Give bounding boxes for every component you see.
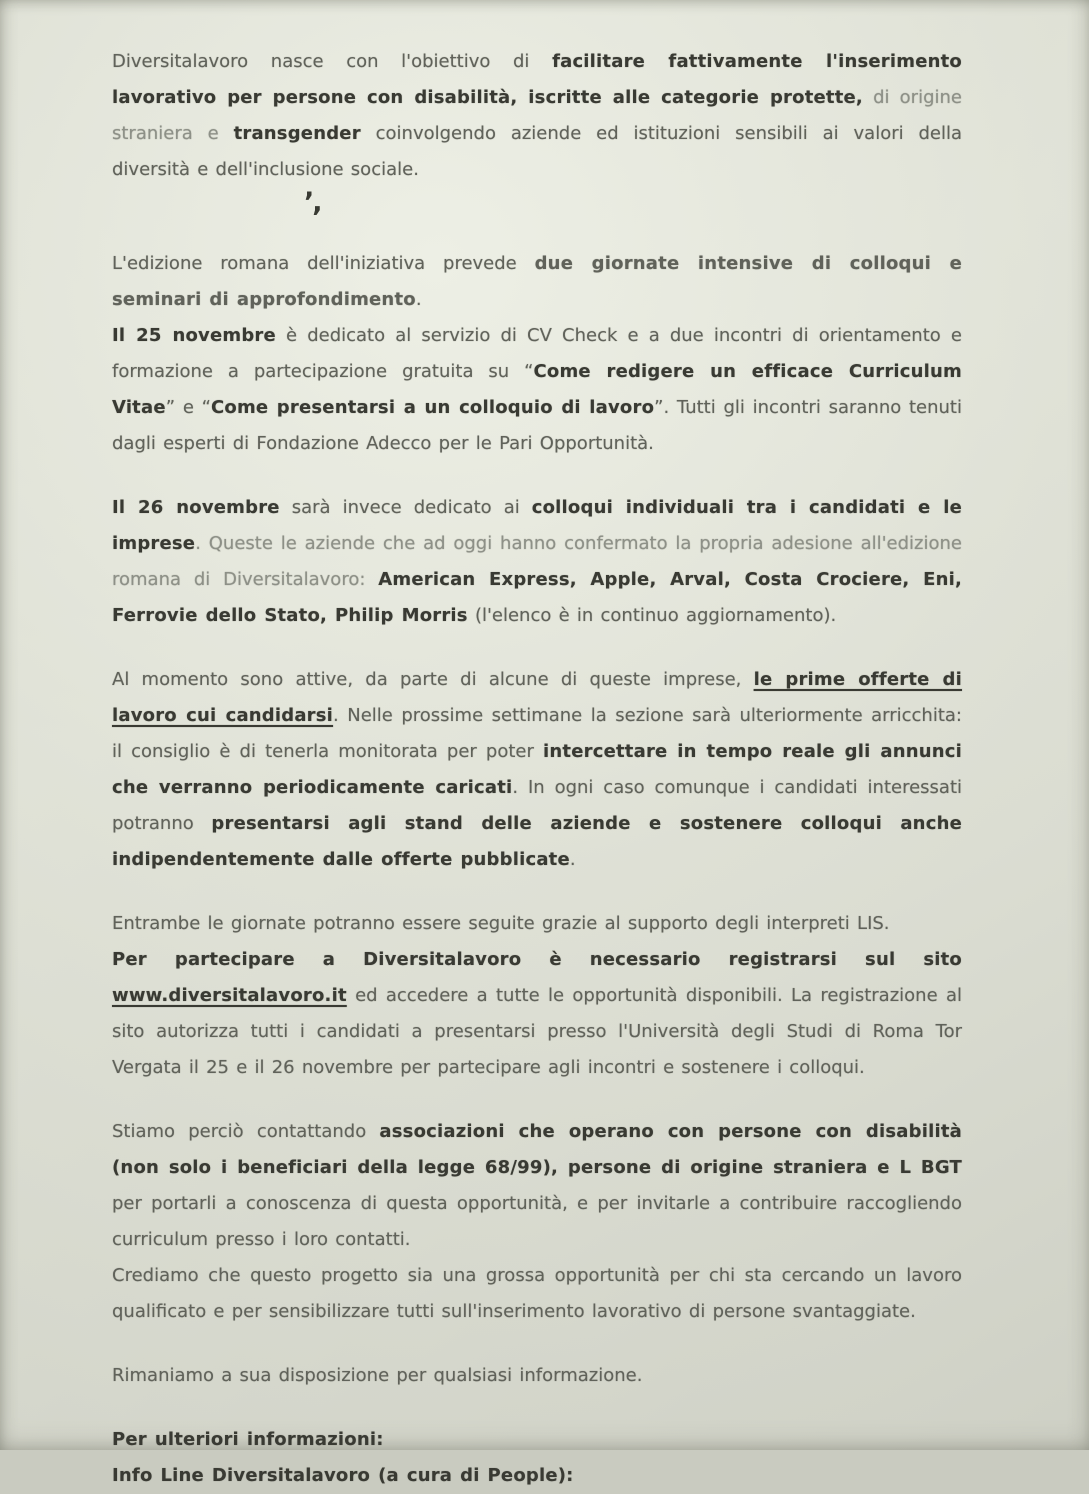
paragraph-crediamo <box>112 1258 962 1330</box>
body-text: . <box>569 849 576 870</box>
bold-text: Come presentarsi a un colloquio di lavoro <box>210 397 655 418</box>
bold-text: presentarsi agli stand delle aziende e sostenere colloqui anche indipendentemente dalle offerte pubblicate <box>112 813 962 870</box>
body-text: Rimaniamo a sua disposizione per qualsiasi informazione. <box>112 1365 643 1386</box>
body-text: sarà invece dedicato ai <box>279 497 532 518</box>
body-text: . <box>415 289 422 310</box>
document-body <box>112 44 962 1494</box>
paragraph-interpreti-lis <box>112 906 962 942</box>
body-text: è dedicato al servizio di CV Check e a due incontri di orientamento e formazione a partecipazione gratuita su “ <box>112 325 962 382</box>
paragraph-26-novembre <box>112 490 962 634</box>
bold-text: Il 26 novembre <box>112 497 280 518</box>
bold-text: Per partecipare a Diversitalavoro è necessario registrarsi sul sito <box>112 949 962 970</box>
bold-text: intercettare in tempo reale gli annunci che verranno periodicamente caricati <box>112 741 963 798</box>
bold-text: facilitare fattivamente l'inserimento lavorativo per persone con disabilità, iscritte alle categorie protette, <box>112 51 962 108</box>
footer-ulteriori-informazioni <box>112 1422 962 1458</box>
body-text: ed accedere a tutte le opportunità disponibili. La registrazione al sito autorizza tutti i candidati a presentarsi presso l'Università degli Studi di Roma Tor Vergata il 25 e il 26 novembre per partecipare agli incontri e sostenere i colloqui. <box>112 985 962 1078</box>
paragraph-intro <box>112 44 962 188</box>
bold-text: Come redigere un efficace Curriculum Vitae <box>112 361 962 418</box>
paragraph-disposizione <box>112 1358 962 1394</box>
bold-text: Info Line Diversitalavoro (a cura di People): <box>112 1465 574 1486</box>
body-text: Diversitalavoro nasce con l'obiettivo di <box>112 51 553 72</box>
bold-text: Il 25 novembre <box>112 325 276 346</box>
body-text: Stiamo perciò contattando <box>112 1121 380 1142</box>
bold-text: Per ulteriori informazioni: <box>112 1429 384 1450</box>
paragraph-25-novembre <box>112 318 962 462</box>
body-text: di origine straniera e <box>112 87 962 144</box>
body-text: . Queste le aziende che ad oggi hanno confermato la propria adesione all'edizione romana di Diversitalavoro: <box>112 533 962 590</box>
bold-text: associazioni che operano con persone con disabilità (non solo i beneficiari della legge 68/99), persone di origine straniera e L BGT <box>112 1121 962 1178</box>
bold-text: due giornate intensive di colloqui e seminari di approfondimento <box>112 253 962 310</box>
paragraph-edizione-romana <box>112 246 962 318</box>
handwritten-mark-glyph: ’, <box>304 187 321 218</box>
body-text: Entrambe le giornate potranno essere seguite grazie al supporto degli interpreti LIS. <box>112 913 890 934</box>
handwritten-mark <box>112 188 962 218</box>
bold-text: transgender <box>233 123 361 144</box>
body-text: per portarli a conoscenza di questa opportunità, e per invitarle a contribuire raccogliendo curriculum presso i loro contatti. <box>112 1193 962 1250</box>
body-text: (l'elenco è in continuo aggiornamento). <box>467 605 837 626</box>
body-text: Al momento sono attive, da parte di alcune di queste imprese, <box>112 669 754 690</box>
paragraph-associazioni <box>112 1114 962 1258</box>
paragraph-offerte <box>112 662 962 878</box>
footer-info-line <box>112 1458 962 1494</box>
bold-text: colloqui individuali tra i candidati e le imprese <box>112 497 962 554</box>
body-text: L'edizione romana dell'iniziativa prevede <box>112 253 535 274</box>
body-text: ” e “ <box>165 397 211 418</box>
body-text: coinvolgendo aziende ed istituzioni sensibili ai valori della diversità e dell'inclusione sociale. <box>112 123 962 180</box>
bold-text: American Express, Apple, Arval, Costa Crociere, Eni, Ferrovie dello Stato, Philip Morris <box>112 569 962 626</box>
body-text: . Nelle prossime settimane la sezione sarà ulteriormente arricchita: il consiglio è di tenerla monitorata per poter <box>112 705 962 762</box>
paragraph-registrazione <box>112 942 962 1086</box>
printed-url-text: www.diversitalavoro.it <box>112 985 347 1006</box>
underlined-text: le prime offerte di lavoro cui candidarsi <box>112 669 962 726</box>
body-text: Crediamo che questo progetto sia una grossa opportunità per chi sta cercando un lavoro qualificato e per sensibilizzare tutti sull'inserimento lavorativo di persone svantaggiate. <box>112 1265 962 1322</box>
body-text: ”. Tutti gli incontri saranno tenuti dagli esperti di Fondazione Adecco per le Pari Opportunità. <box>112 397 962 454</box>
body-text: . In ogni caso comunque i candidati interessati potranno <box>112 777 962 834</box>
